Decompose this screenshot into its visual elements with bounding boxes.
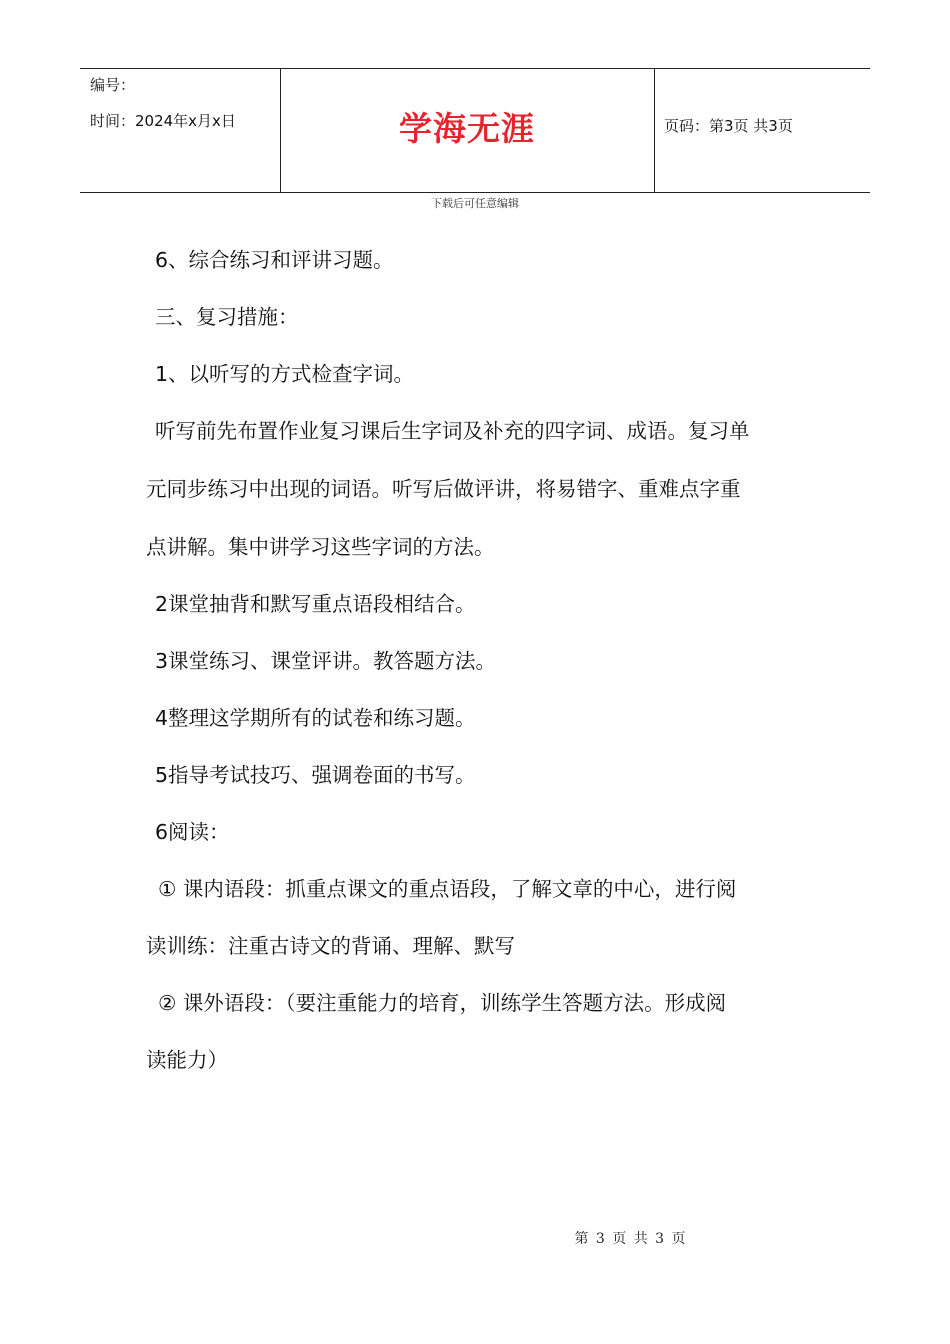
text-line: 2课堂抽背和默写重点语段相结合。 — [155, 592, 476, 616]
page-label: 页码：第3页 共3页 — [664, 117, 793, 135]
document-header — [80, 68, 870, 193]
text-line: 6、综合练习和评讲习题。 — [155, 248, 394, 272]
time-label: 时间：2024年x月x日 — [90, 112, 236, 130]
document-title: 学海无涯 — [399, 109, 535, 148]
serial-label: 编号： — [90, 76, 136, 94]
text-line: 6阅读： — [155, 820, 230, 844]
text-line: 读训练：注重古诗文的背诵、理解、默写 — [146, 934, 515, 958]
text-line: 3课堂练习、课堂评讲。教答题方法。 — [155, 649, 497, 673]
text-line: ① 课内语段：抓重点课文的重点语段，了解文章的中心，进行阅 — [158, 877, 737, 901]
text-line: 读能力） — [146, 1048, 228, 1072]
text-line: 4整理这学期所有的试卷和练习题。 — [155, 706, 476, 730]
text-line: 1、以听写的方式检查字词。 — [155, 362, 415, 386]
page-footer: 第 3 页 共 3 页 — [574, 1231, 686, 1247]
text-line: 点讲解。集中讲学习这些字词的方法。 — [146, 535, 495, 559]
text-line: 听写前先布置作业复习课后生字词及补充的四字词、成语。复习单 — [155, 419, 750, 443]
header-divider — [654, 69, 655, 192]
text-line: 5指导考试技巧、强调卷面的书写。 — [155, 763, 476, 787]
text-line: ② 课外语段：（要注重能力的培育，训练学生答题方法。形成阅 — [158, 991, 727, 1015]
edit-note: 下载后可任意编辑 — [431, 197, 519, 210]
section-heading: 三、复习措施： — [155, 305, 299, 329]
text-line: 元同步练习中出现的词语。听写后做评讲，将易错字、重难点字重 — [146, 477, 741, 501]
